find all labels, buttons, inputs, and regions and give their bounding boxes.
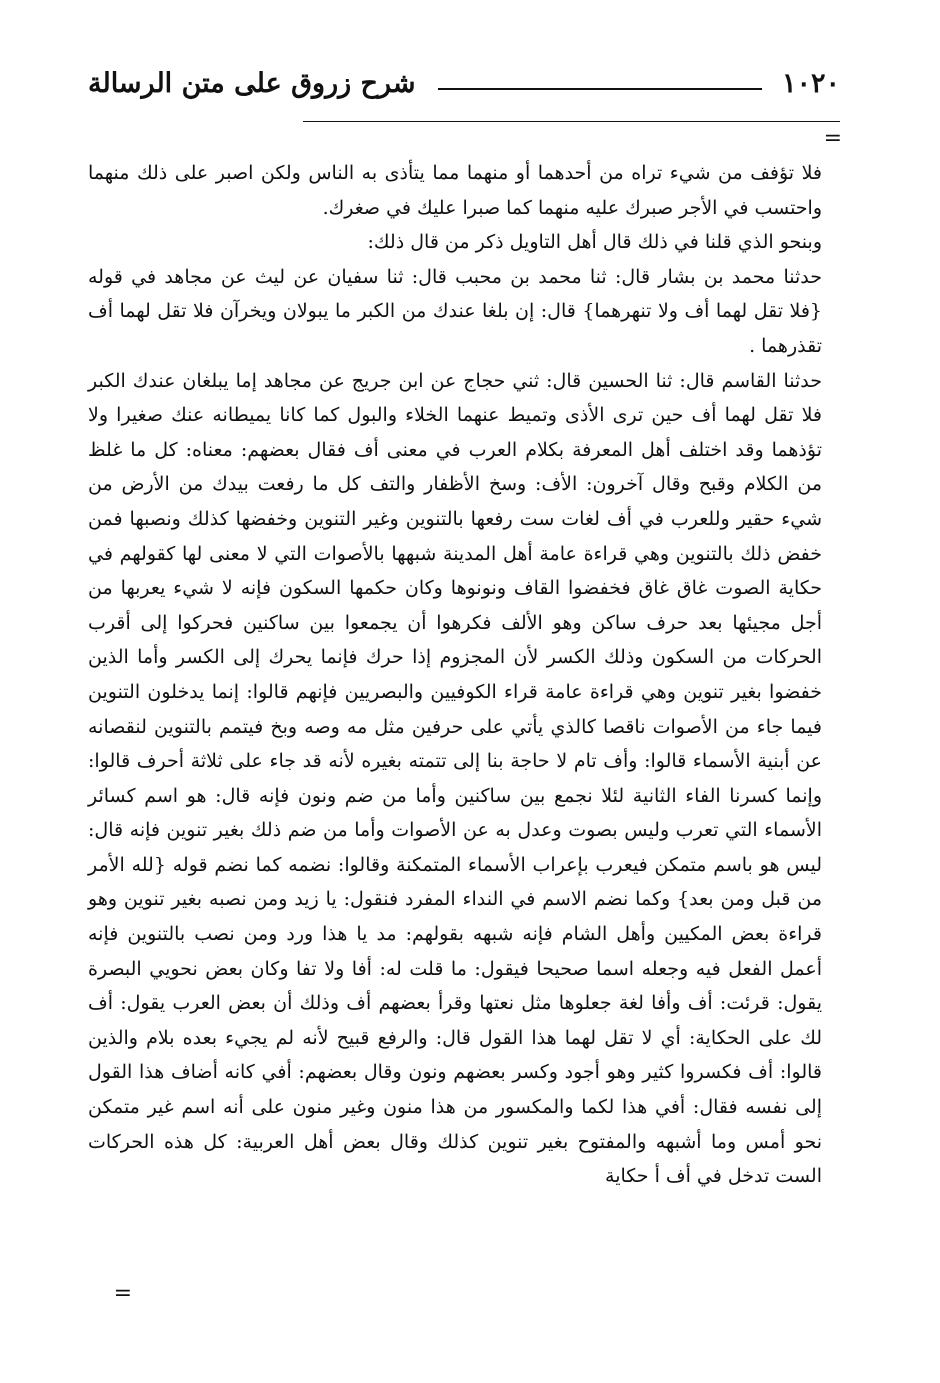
paragraph-1: فلا تؤفف من شيء تراه من أحدهما أو منهما مما يتأذى به الناس ولكن اصبر على ذلك منهما واحتسب في الأجر صبرك عليه منهما كما صبرا عليك في صغرك. [88, 162, 822, 219]
header-rule [438, 88, 762, 90]
paragraph-2: وبنحو الذي قلنا في ذلك قال أهل التاويل ذكر من قال ذلك: [367, 231, 822, 254]
continuation-mark-top: = [823, 126, 842, 151]
page-number: ١٠٢٠ [781, 68, 840, 99]
continuation-mark-bottom: = [113, 1281, 132, 1306]
body-text [88, 156, 840, 1194]
header-underline [303, 121, 840, 122]
book-title: شرح زروق على متن الرسالة [88, 68, 416, 99]
paragraph-3: حدثنا محمد بن بشار قال: ثنا محمد بن محبب قال: ثنا سفيان عن ليث عن مجاهد في قوله {فلا تقل لهما أف ولا تنهرهما} قال: إن بلغا عندك من الكبر ما يبولان ويخرآن فلا تقل لهما أف تقذرهما . [88, 265, 822, 357]
paragraph-4: حدثنا القاسم قال: ثنا الحسين قال: ثني حجاج عن ابن جريج عن مجاهد إما يبلغان عندك الكبر فلا تقل لهما أف حين ترى الأذى وتميط عنهما الخلاء والبول كما كانا يميطانه عنك صغيرا ولا تؤذهما وقد اختلف أهل المعرفة بكلام العرب في معنى أف فقال بعضهم: معناه: كل ما غلظ من الكلام وقبح وقال آخرون: الأف: وسخ الأظفار والتف كل ما رفعت بيدك من الأرض من شيء حقير وللعرب في أف لغات ست رفعها بالتنوين وغير التنوين وخفضها كذلك ونصبها فمن خفض ذلك بالتنوين وهي قراءة عامة أهل المدينة شبهها بالأصوات التي لا معنى لها كقولهم في حكاية الصوت غاق غاق فخفضوا القاف ونونوها وكان حكمها السكون فإنه لا شيء يعربها من أجل مجيئها بعد حرف ساكن وهو الألف فكرهوا أن يجمعوا بين ساكنين فحركوا إلى أقرب الحركات من السكون وذلك الكسر لأن المجزوم إذا حرك فإنما يحرك إلى الكسر وأما الذين خفضوا بغير تنوين وهي قراءة عامة قراء الكوفيين والبصريين فإنهم قالوا: إنما يدخلون التنوين فيما جاء من الأصوات ناقصا كالذي يأتي على حرفين مثل مه وصه وبخ فيتمم بالتنوين لنقصانه عن أبنية الأسماء قالوا: وأف تام لا حاجة بنا إلى تتمته بغيره لأنه قد جاء على ثلاثة أحرف قالوا: وإنما كسرنا الفاء الثانية لئلا نجمع بين ساكنين وأما من ضم ونون فإنه قال: هو اسم كسائر الأسماء التي تعرب وليس بصوت وعدل به عن الأصوات وأما من ضم ذلك بغير تنوين فإنه قال: ليس هو باسم متمكن فيعرب بإعراب الأسماء المتمكنة وقالوا: نضمه كما نضم قوله {لله الأمر من قبل ومن بعد} وكما نضم الاسم في النداء المفرد فنقول: يا زيد ومن نصبه بغير تنوين وهو قراءة بعض المكيين وأهل الشام فإنه شبهه بقولهم: مد يا هذا ورد ومن نصب بالتنوين فإنه أعمل الفعل فيه وجعله اسما صحيحا فيقول: ما قلت له: أفا ولا تفا وكان بعض نحويي البصرة يقول: قرئت: أف وأفا لغة جعلوها مثل نعتها وقرأ بعضهم أف وذلك أن بعض العرب يقول: أف لك على الحكاية: أي لا تقل لهما هذا القول قال: والرفع قبيح لأنه لم يجيء بعده بلام والذين قالوا: أف فكسروا كثير وهو أجود وكسر بعضهم ونون وقال بعضهم: أفي كانه أضاف هذا القول إلى نفسه فقال: أفي هذا لكما والمكسور من هذا منون وغير منون على أنه اسم غير متمكن نحو أمس وما أشبهه والمفتوح بغير تنوين كذلك وقال بعض أهل العربية: كل هذه الحركات الست تدخل في أف أ حكاية [88, 369, 822, 1188]
running-head [88, 62, 840, 106]
page [88, 0, 840, 1383]
